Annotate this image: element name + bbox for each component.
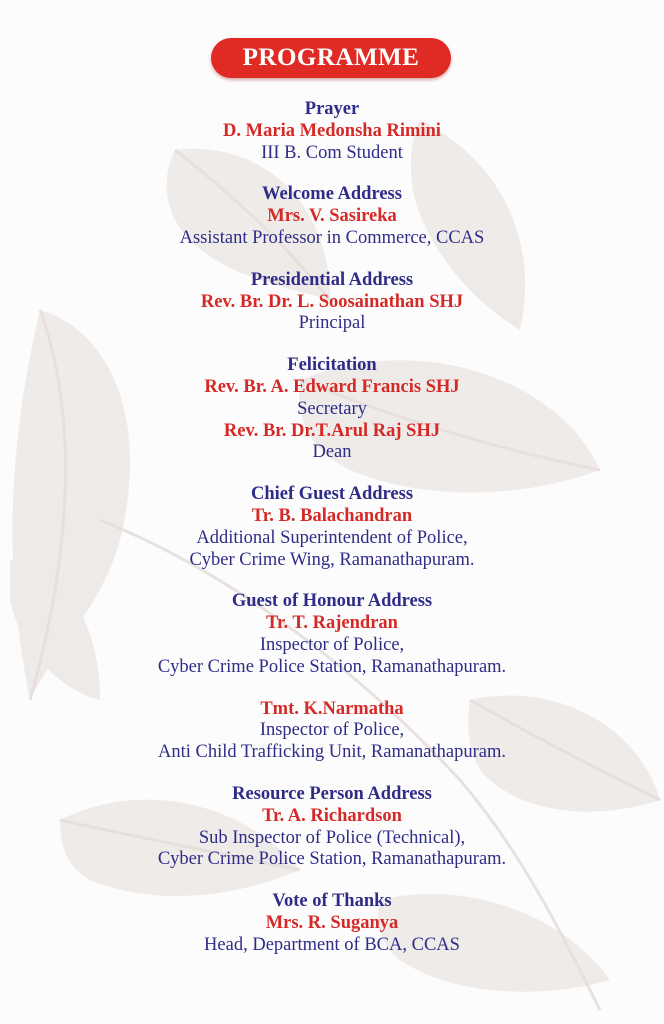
speaker-name: Rev. Br. Dr.T.Arul Raj SHJ — [223, 420, 441, 441]
speaker-designation: Sub Inspector of Police (Technical), — [198, 827, 466, 848]
speaker-designation: Assistant Professor in Commerce, CCAS — [179, 227, 485, 248]
speaker-designation: Anti Child Trafficking Unit, Ramanathapuram. — [157, 742, 507, 763]
speaker-designation: Cyber Crime Wing, Ramanathapuram. — [189, 549, 475, 570]
programme-section — [0, 784, 664, 871]
speaker-name: Mrs. V. Sasireka — [267, 206, 397, 227]
programme-banner — [211, 38, 451, 78]
speaker-designation: Additional Superintendent of Police, — [196, 527, 468, 548]
speaker-designation: Dean — [312, 442, 352, 463]
section-heading: Prayer — [304, 99, 360, 119]
programme-section — [0, 270, 664, 335]
speaker-name: D. Maria Medonsha Rimini — [223, 120, 441, 141]
programme-section — [0, 99, 664, 164]
speaker-designation: Inspector of Police, — [259, 634, 405, 655]
speaker-name: Mrs. R. Suganya — [265, 912, 399, 933]
speaker-name: Tr. A. Richardson — [262, 805, 402, 826]
section-heading: Vote of Thanks — [272, 891, 392, 912]
programme-section — [0, 484, 664, 571]
section-heading: Presidential Address — [250, 269, 414, 290]
section-heading: Resource Person Address — [232, 783, 432, 804]
speaker-designation: Inspector of Police, — [259, 720, 405, 741]
speaker-designation: Secretary — [297, 398, 367, 419]
section-heading: Chief Guest Address — [250, 484, 414, 505]
speaker-name: Tmt. K.Narmatha — [260, 698, 404, 719]
programme-section — [0, 891, 664, 956]
speaker-designation: III B. Com Student — [261, 142, 403, 163]
programme-section — [0, 355, 664, 464]
speaker-name: Rev. Br. Dr. L. Soosainathan SHJ — [200, 291, 464, 312]
speaker-name: Tr. T. Rajendran — [266, 613, 398, 634]
programme-section — [0, 184, 664, 249]
speaker-designation: Cyber Crime Police Station, Ramanathapuram. — [157, 849, 507, 870]
programme-sections — [0, 99, 664, 977]
speaker-name: Tr. B. Balachandran — [251, 505, 413, 526]
section-heading: Felicitation — [287, 355, 377, 376]
programme-title: PROGRAMME — [242, 44, 420, 71]
speaker-designation: Principal — [298, 313, 366, 334]
speaker-designation: Cyber Crime Police Station, Ramanathapuram. — [157, 656, 507, 677]
speaker-name: Rev. Br. A. Edward Francis SHJ — [204, 376, 460, 397]
section-heading: Welcome Address — [262, 184, 402, 205]
section-heading: Guest of Honour Address — [231, 591, 433, 612]
speaker-designation: Head, Department of BCA, CCAS — [204, 934, 460, 955]
programme-section — [0, 591, 664, 678]
programme-section — [0, 699, 664, 764]
